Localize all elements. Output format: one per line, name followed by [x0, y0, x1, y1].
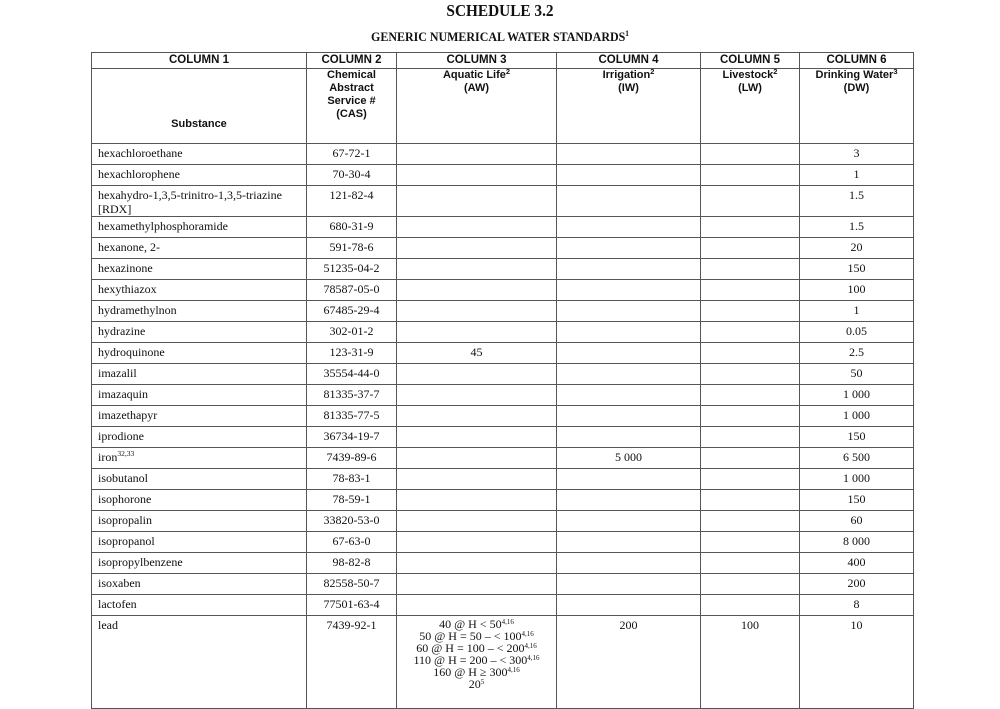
iw-cell: [557, 511, 701, 532]
substance-name: hexythiazox: [98, 282, 157, 296]
dw-cell: 8 000: [800, 532, 914, 553]
substance-name: imazalil: [98, 366, 137, 380]
aw-cell: [397, 217, 557, 238]
cas-cell: 51235-04-2: [307, 259, 397, 280]
header-lw-label: Livestock: [722, 69, 774, 81]
table-row: [92, 553, 914, 574]
substance-name: isobutanol: [98, 471, 148, 485]
cas-cell: 591-78-6: [307, 238, 397, 259]
cas-cell: 98-82-8: [307, 553, 397, 574]
document-title: SCHEDULE 3.2: [446, 1, 554, 20]
iw-cell: [557, 364, 701, 385]
header-aw-label: Aquatic Life: [442, 69, 506, 81]
iw-cell: [557, 406, 701, 427]
substance-name: lactofen: [98, 597, 137, 611]
header-dw-abbr: (DW): [843, 82, 870, 94]
substance-cell: [92, 217, 307, 238]
aw-cell: 45: [397, 343, 557, 364]
iw-cell: [557, 238, 701, 259]
iw-cell: [557, 574, 701, 595]
lw-cell: [701, 186, 800, 217]
aw-cell: [397, 616, 557, 709]
dw-cell: 3: [800, 144, 914, 165]
lw-cell: [701, 448, 800, 469]
lw-cell: [701, 322, 800, 343]
column-number-row: [92, 53, 914, 69]
dw-cell: 1.5: [800, 186, 914, 217]
iw-cell: [557, 144, 701, 165]
header-lw-abbr: (LW): [738, 82, 762, 94]
header-aw-abbr: (AW): [463, 82, 490, 94]
substance-cell: [92, 301, 307, 322]
header-cas: [307, 69, 397, 144]
lw-cell: [701, 259, 800, 280]
substance-footnote: 32,33: [117, 449, 135, 458]
iw-cell: [557, 553, 701, 574]
dw-cell: 1 000: [800, 385, 914, 406]
lw-cell: [701, 574, 800, 595]
column-number-5: COLUMN 5: [701, 53, 800, 69]
aw-cell: [397, 259, 557, 280]
substance-name: iprodione: [98, 429, 144, 443]
iw-cell: [557, 259, 701, 280]
substance-name: hexachlorophene: [98, 167, 180, 181]
lw-cell: [701, 511, 800, 532]
lw-cell: [701, 301, 800, 322]
lead-aw-value: 110 @ H = 200 – < 300: [413, 653, 528, 667]
substance-name: isophorone: [98, 492, 152, 506]
lw-cell: [701, 364, 800, 385]
iw-cell: [557, 343, 701, 364]
lw-cell: [701, 343, 800, 364]
dw-cell: 1: [800, 165, 914, 186]
cas-cell: 7439-89-6: [307, 448, 397, 469]
substance-cell: [92, 144, 307, 165]
lw-cell: [701, 553, 800, 574]
iw-cell: [557, 217, 701, 238]
lead-aw-footnote: 4,16: [524, 642, 537, 650]
column-number-1: COLUMN 1: [92, 53, 307, 69]
substance-cell: [92, 490, 307, 511]
cas-cell: 121-82-4: [307, 186, 397, 217]
iw-cell: 5 000: [557, 448, 701, 469]
aw-cell: [397, 186, 557, 217]
table-row: [92, 322, 914, 343]
lead-aw-footnote: 4,16: [501, 618, 514, 626]
table-row: [92, 186, 914, 217]
column-number-3: COLUMN 3: [397, 53, 557, 69]
cas-cell: 7439-92-1: [307, 616, 397, 709]
header-livestock: [701, 69, 800, 144]
aw-cell: [397, 490, 557, 511]
table-row-lead: [92, 616, 914, 709]
aw-cell: [397, 427, 557, 448]
cas-cell: 70-30-4: [307, 165, 397, 186]
cas-cell: 36734-19-7: [307, 427, 397, 448]
table-row: [92, 280, 914, 301]
header-substance: [92, 69, 307, 144]
table-row: [92, 490, 914, 511]
table-body: [92, 144, 914, 709]
water-standards-table: [91, 52, 914, 709]
lw-cell: [701, 469, 800, 490]
header-irrigation: [557, 69, 701, 144]
header-cas-line: Chemical: [327, 69, 376, 81]
aw-cell: [397, 574, 557, 595]
header-iw-label: Irrigation: [602, 69, 651, 81]
lw-cell: [701, 238, 800, 259]
substance-name: hexahydro-1,3,5-trinitro-1,3,5-triazine [RDX]: [98, 188, 282, 216]
substance-cell: [92, 385, 307, 406]
dw-cell: 0.05: [800, 322, 914, 343]
iw-cell: 200: [557, 616, 701, 709]
substance-cell: [92, 364, 307, 385]
cas-cell: 302-01-2: [307, 322, 397, 343]
cas-cell: 67485-29-4: [307, 301, 397, 322]
iw-cell: [557, 165, 701, 186]
dw-cell: 6 500: [800, 448, 914, 469]
cas-cell: 123-31-9: [307, 343, 397, 364]
column-header-row: [92, 69, 914, 144]
cas-cell: 78-59-1: [307, 490, 397, 511]
lead-aw-value: 160 @ H ≥ 300: [433, 665, 508, 679]
aw-cell: [397, 322, 557, 343]
dw-cell: 10: [800, 616, 914, 709]
substance-name: isopropanol: [98, 534, 155, 548]
dw-cell: 1.5: [800, 217, 914, 238]
substance-name: imazethapyr: [98, 408, 158, 422]
aw-cell: [397, 165, 557, 186]
lead-aw-value: 20: [468, 677, 481, 691]
lead-aw-footnote: 5: [480, 678, 485, 686]
iw-cell: [557, 280, 701, 301]
aw-cell: [397, 448, 557, 469]
substance-cell: [92, 322, 307, 343]
substance-name: hexamethylphosphoramide: [98, 219, 228, 233]
table-row: [92, 595, 914, 616]
column-number-2: COLUMN 2: [307, 53, 397, 69]
iw-cell: [557, 532, 701, 553]
aw-cell: [397, 469, 557, 490]
header-iw-footnote: 2: [650, 67, 655, 76]
column-number-6: COLUMN 6: [800, 53, 914, 69]
header-cas-line: Service #: [327, 95, 376, 107]
dw-cell: 150: [800, 490, 914, 511]
lead-aw-footnote: 4,16: [507, 666, 520, 674]
dw-cell: 150: [800, 259, 914, 280]
dw-cell: 2.5: [800, 343, 914, 364]
table-row: [92, 301, 914, 322]
lead-aw-value: 60 @ H = 100 – < 200: [416, 641, 525, 655]
lw-cell: [701, 144, 800, 165]
table-row: [92, 406, 914, 427]
header-substance-label: Substance: [171, 118, 227, 130]
substance-name: hexachloroethane: [98, 146, 183, 160]
cas-cell: 33820-53-0: [307, 511, 397, 532]
table-row: [92, 217, 914, 238]
substance-cell: [92, 469, 307, 490]
substance-cell: [92, 448, 307, 469]
iw-cell: [557, 490, 701, 511]
dw-cell: 200: [800, 574, 914, 595]
aw-cell: [397, 280, 557, 301]
cas-cell: 78-83-1: [307, 469, 397, 490]
lead-aw-line: [403, 678, 550, 690]
aw-cell: [397, 385, 557, 406]
substance-cell: [92, 343, 307, 364]
substance-cell: [92, 511, 307, 532]
header-aw-footnote: 2: [505, 67, 511, 76]
table-row: [92, 448, 914, 469]
table-row: [92, 144, 914, 165]
substance-name: isoxaben: [98, 576, 141, 590]
lead-aw-value: 50 @ H = 50 – < 100: [419, 629, 522, 643]
aw-cell: [397, 511, 557, 532]
table-row: [92, 385, 914, 406]
aw-cell: [397, 144, 557, 165]
header-cas-line: Abstract: [329, 82, 374, 94]
substance-cell: [92, 553, 307, 574]
dw-cell: 20: [800, 238, 914, 259]
dw-cell: 1 000: [800, 406, 914, 427]
table-row: [92, 427, 914, 448]
document-subtitle: [40, 28, 960, 46]
table-row: [92, 343, 914, 364]
cas-cell: 81335-37-7: [307, 385, 397, 406]
dw-cell: 150: [800, 427, 914, 448]
lw-cell: [701, 385, 800, 406]
iw-cell: [557, 427, 701, 448]
lw-cell: [701, 280, 800, 301]
substance-name: iron: [98, 450, 118, 464]
substance-name: hydramethylnon: [98, 303, 177, 317]
cas-cell: 81335-77-5: [307, 406, 397, 427]
subtitle-text: GENERIC NUMERICAL WATER STANDARDS: [371, 29, 626, 44]
dw-cell: 1 000: [800, 469, 914, 490]
lw-cell: [701, 595, 800, 616]
substance-name: hydrazine: [98, 324, 146, 338]
cas-cell: 78587-05-0: [307, 280, 397, 301]
header-aquatic-life: [397, 69, 557, 144]
lw-cell: [701, 427, 800, 448]
cas-cell: 82558-50-7: [307, 574, 397, 595]
substance-cell: [92, 259, 307, 280]
header-iw-abbr: (IW): [618, 82, 639, 94]
lw-cell: [701, 406, 800, 427]
header-dw-footnote: 3: [893, 67, 898, 76]
table-row: [92, 574, 914, 595]
substance-cell: lead: [92, 616, 307, 709]
table-row: [92, 165, 914, 186]
cas-cell: 680-31-9: [307, 217, 397, 238]
header-cas-line: (CAS): [336, 108, 367, 120]
substance-name: hexazinone: [98, 261, 153, 275]
cas-cell: 35554-44-0: [307, 364, 397, 385]
iw-cell: [557, 322, 701, 343]
substance-name: isopropylbenzene: [98, 555, 183, 569]
aw-cell: [397, 406, 557, 427]
table-row: [92, 259, 914, 280]
lw-cell: [701, 217, 800, 238]
aw-cell: [397, 553, 557, 574]
lw-cell: [701, 165, 800, 186]
substance-name: imazaquin: [98, 387, 148, 401]
dw-cell: 50: [800, 364, 914, 385]
table-row: [92, 469, 914, 490]
aw-cell: [397, 595, 557, 616]
substance-cell: [92, 574, 307, 595]
iw-cell: [557, 469, 701, 490]
substance-cell: [92, 427, 307, 448]
cas-cell: 67-72-1: [307, 144, 397, 165]
aw-cell: [397, 532, 557, 553]
substance-name: isopropalin: [98, 513, 152, 527]
iw-cell: [557, 595, 701, 616]
cas-cell: 77501-63-4: [307, 595, 397, 616]
lead-aw-footnote: 4,16: [527, 654, 540, 662]
iw-cell: [557, 301, 701, 322]
iw-cell: [557, 186, 701, 217]
table-row: [92, 511, 914, 532]
substance-cell: [92, 595, 307, 616]
dw-cell: 8: [800, 595, 914, 616]
aw-cell: [397, 238, 557, 259]
iw-cell: [557, 385, 701, 406]
dw-cell: 1: [800, 301, 914, 322]
dw-cell: 60: [800, 511, 914, 532]
cas-cell: 67-63-0: [307, 532, 397, 553]
substance-cell: [92, 238, 307, 259]
header-drinking-water: [800, 69, 914, 144]
lead-aw-value: 40 @ H < 50: [439, 617, 502, 631]
header-dw-label: Drinking Water: [815, 69, 894, 81]
dw-cell: 400: [800, 553, 914, 574]
substance-cell: [92, 165, 307, 186]
substance-name: hexanone, 2-: [98, 240, 160, 254]
table-row: [92, 532, 914, 553]
dw-cell: 100: [800, 280, 914, 301]
header-lw-footnote: 2: [773, 67, 778, 76]
aw-cell: [397, 364, 557, 385]
lw-cell: [701, 532, 800, 553]
substance-cell: [92, 406, 307, 427]
substance-name: hydroquinone: [98, 345, 165, 359]
substance-cell: [92, 532, 307, 553]
column-number-4: COLUMN 4: [557, 53, 701, 69]
lw-cell: [701, 490, 800, 511]
table-row: [92, 364, 914, 385]
aw-cell: [397, 301, 557, 322]
lead-aw-footnote: 4,16: [521, 630, 534, 638]
table-row: [92, 238, 914, 259]
subtitle-footnote: 1: [625, 29, 629, 38]
substance-cell: [92, 280, 307, 301]
lw-cell: 100: [701, 616, 800, 709]
substance-cell: [92, 186, 307, 217]
